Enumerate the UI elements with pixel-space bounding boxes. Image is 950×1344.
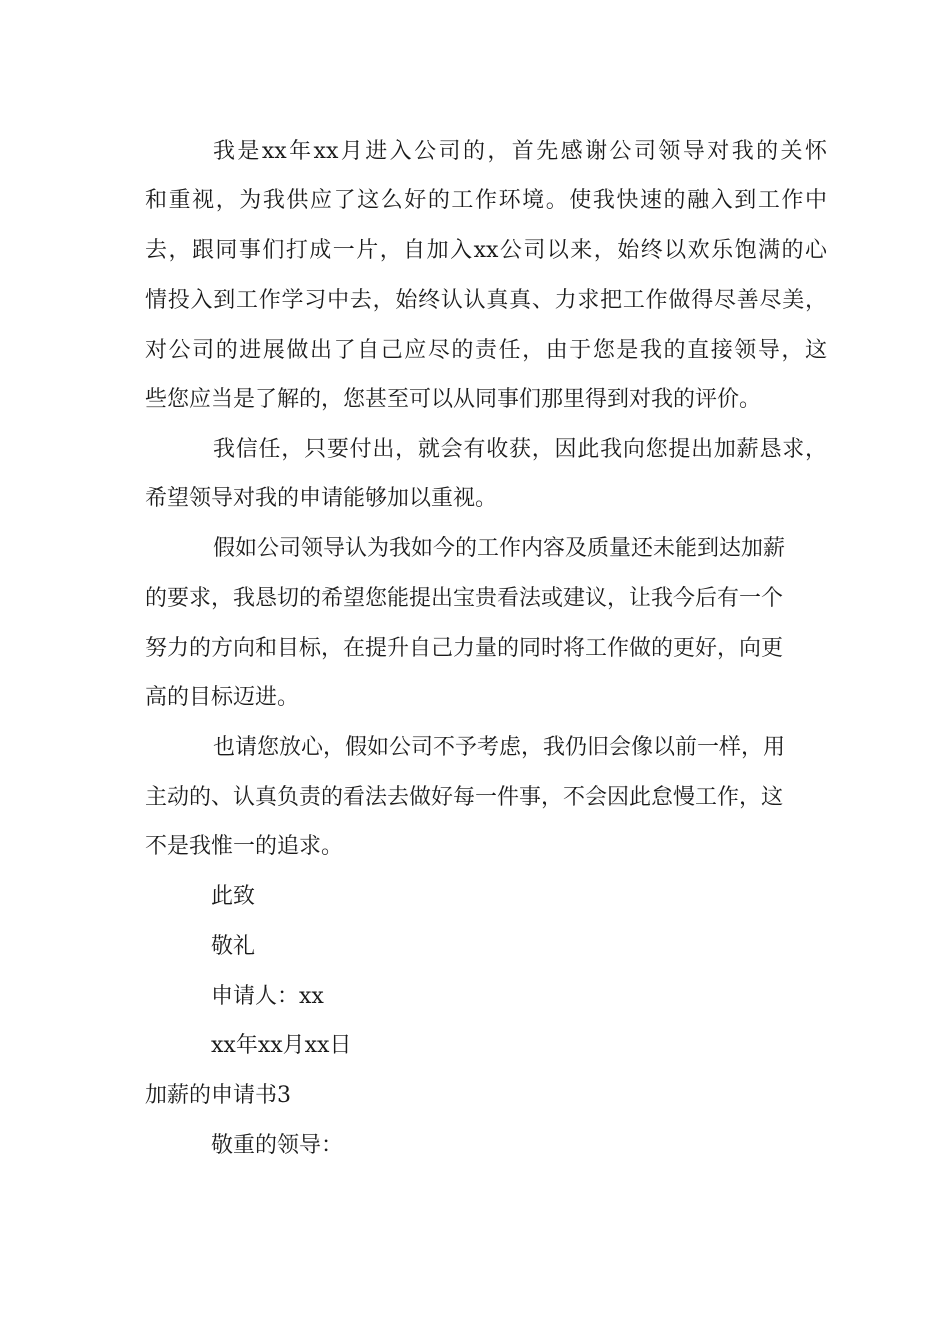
date-line: xx年xx月xx日 xyxy=(211,1033,352,1058)
paragraph-4-line-2: 主动的、认真负责的看法去做好每一件事，不会因此怠慢工作，这 xyxy=(145,785,784,810)
paragraph-1-line-1: 我是xx年xx月进入公司的，首先感谢公司领导对我的关怀 xyxy=(213,139,827,164)
paragraph-3-line-1: 假如公司领导认为我如今的工作内容及质量还未能到达加薪 xyxy=(213,536,786,561)
paragraph-1-line-2: 和重视，为我供应了这么好的工作环境。使我快速的融入到工作中 xyxy=(145,188,827,213)
section-title: 加薪的申请书3 xyxy=(145,1083,291,1108)
paragraph-3-line-3: 努力的方向和目标，在提升自己力量的同时将工作做的更好，向更 xyxy=(145,636,784,661)
paragraph-3-line-2: 的要求，我恳切的希望您能提出宝贵看法或建议，让我今后有一个 xyxy=(145,586,784,611)
paragraph-1-line-6: 些您应当是了解的，您甚至可以从同事们那里得到对我的评价。 xyxy=(145,387,762,412)
closing-jing-li: 敬礼 xyxy=(211,934,256,959)
paragraph-4-line-1: 也请您放心，假如公司不予考虑，我仍旧会像以前一样，用 xyxy=(213,735,786,760)
paragraph-3-line-4: 高的目标迈进。 xyxy=(145,685,300,710)
paragraph-2-line-1: 我信任，只要付出，就会有收获，因此我向您提出加薪恳求， xyxy=(213,437,827,462)
paragraph-1-line-5: 对公司的进展做出了自己应尽的责任，由于您是我的直接领导，这 xyxy=(145,338,827,363)
paragraph-2-line-2: 希望领导对我的申请能够加以重视。 xyxy=(145,486,498,511)
closing-ci-zhi: 此致 xyxy=(211,884,256,909)
paragraph-4-line-3: 不是我惟一的追求。 xyxy=(145,834,344,859)
salutation: 敬重的领导： xyxy=(211,1133,344,1158)
applicant-line: 申请人：xx xyxy=(211,984,324,1009)
paragraph-1-line-3: 去，跟同事们打成一片，自加入xx公司以来，始终以欢乐饱满的心 xyxy=(145,238,827,263)
paragraph-1-line-4: 情投入到工作学习中去，始终认认真真、力求把工作做得尽善尽美， xyxy=(145,288,827,313)
